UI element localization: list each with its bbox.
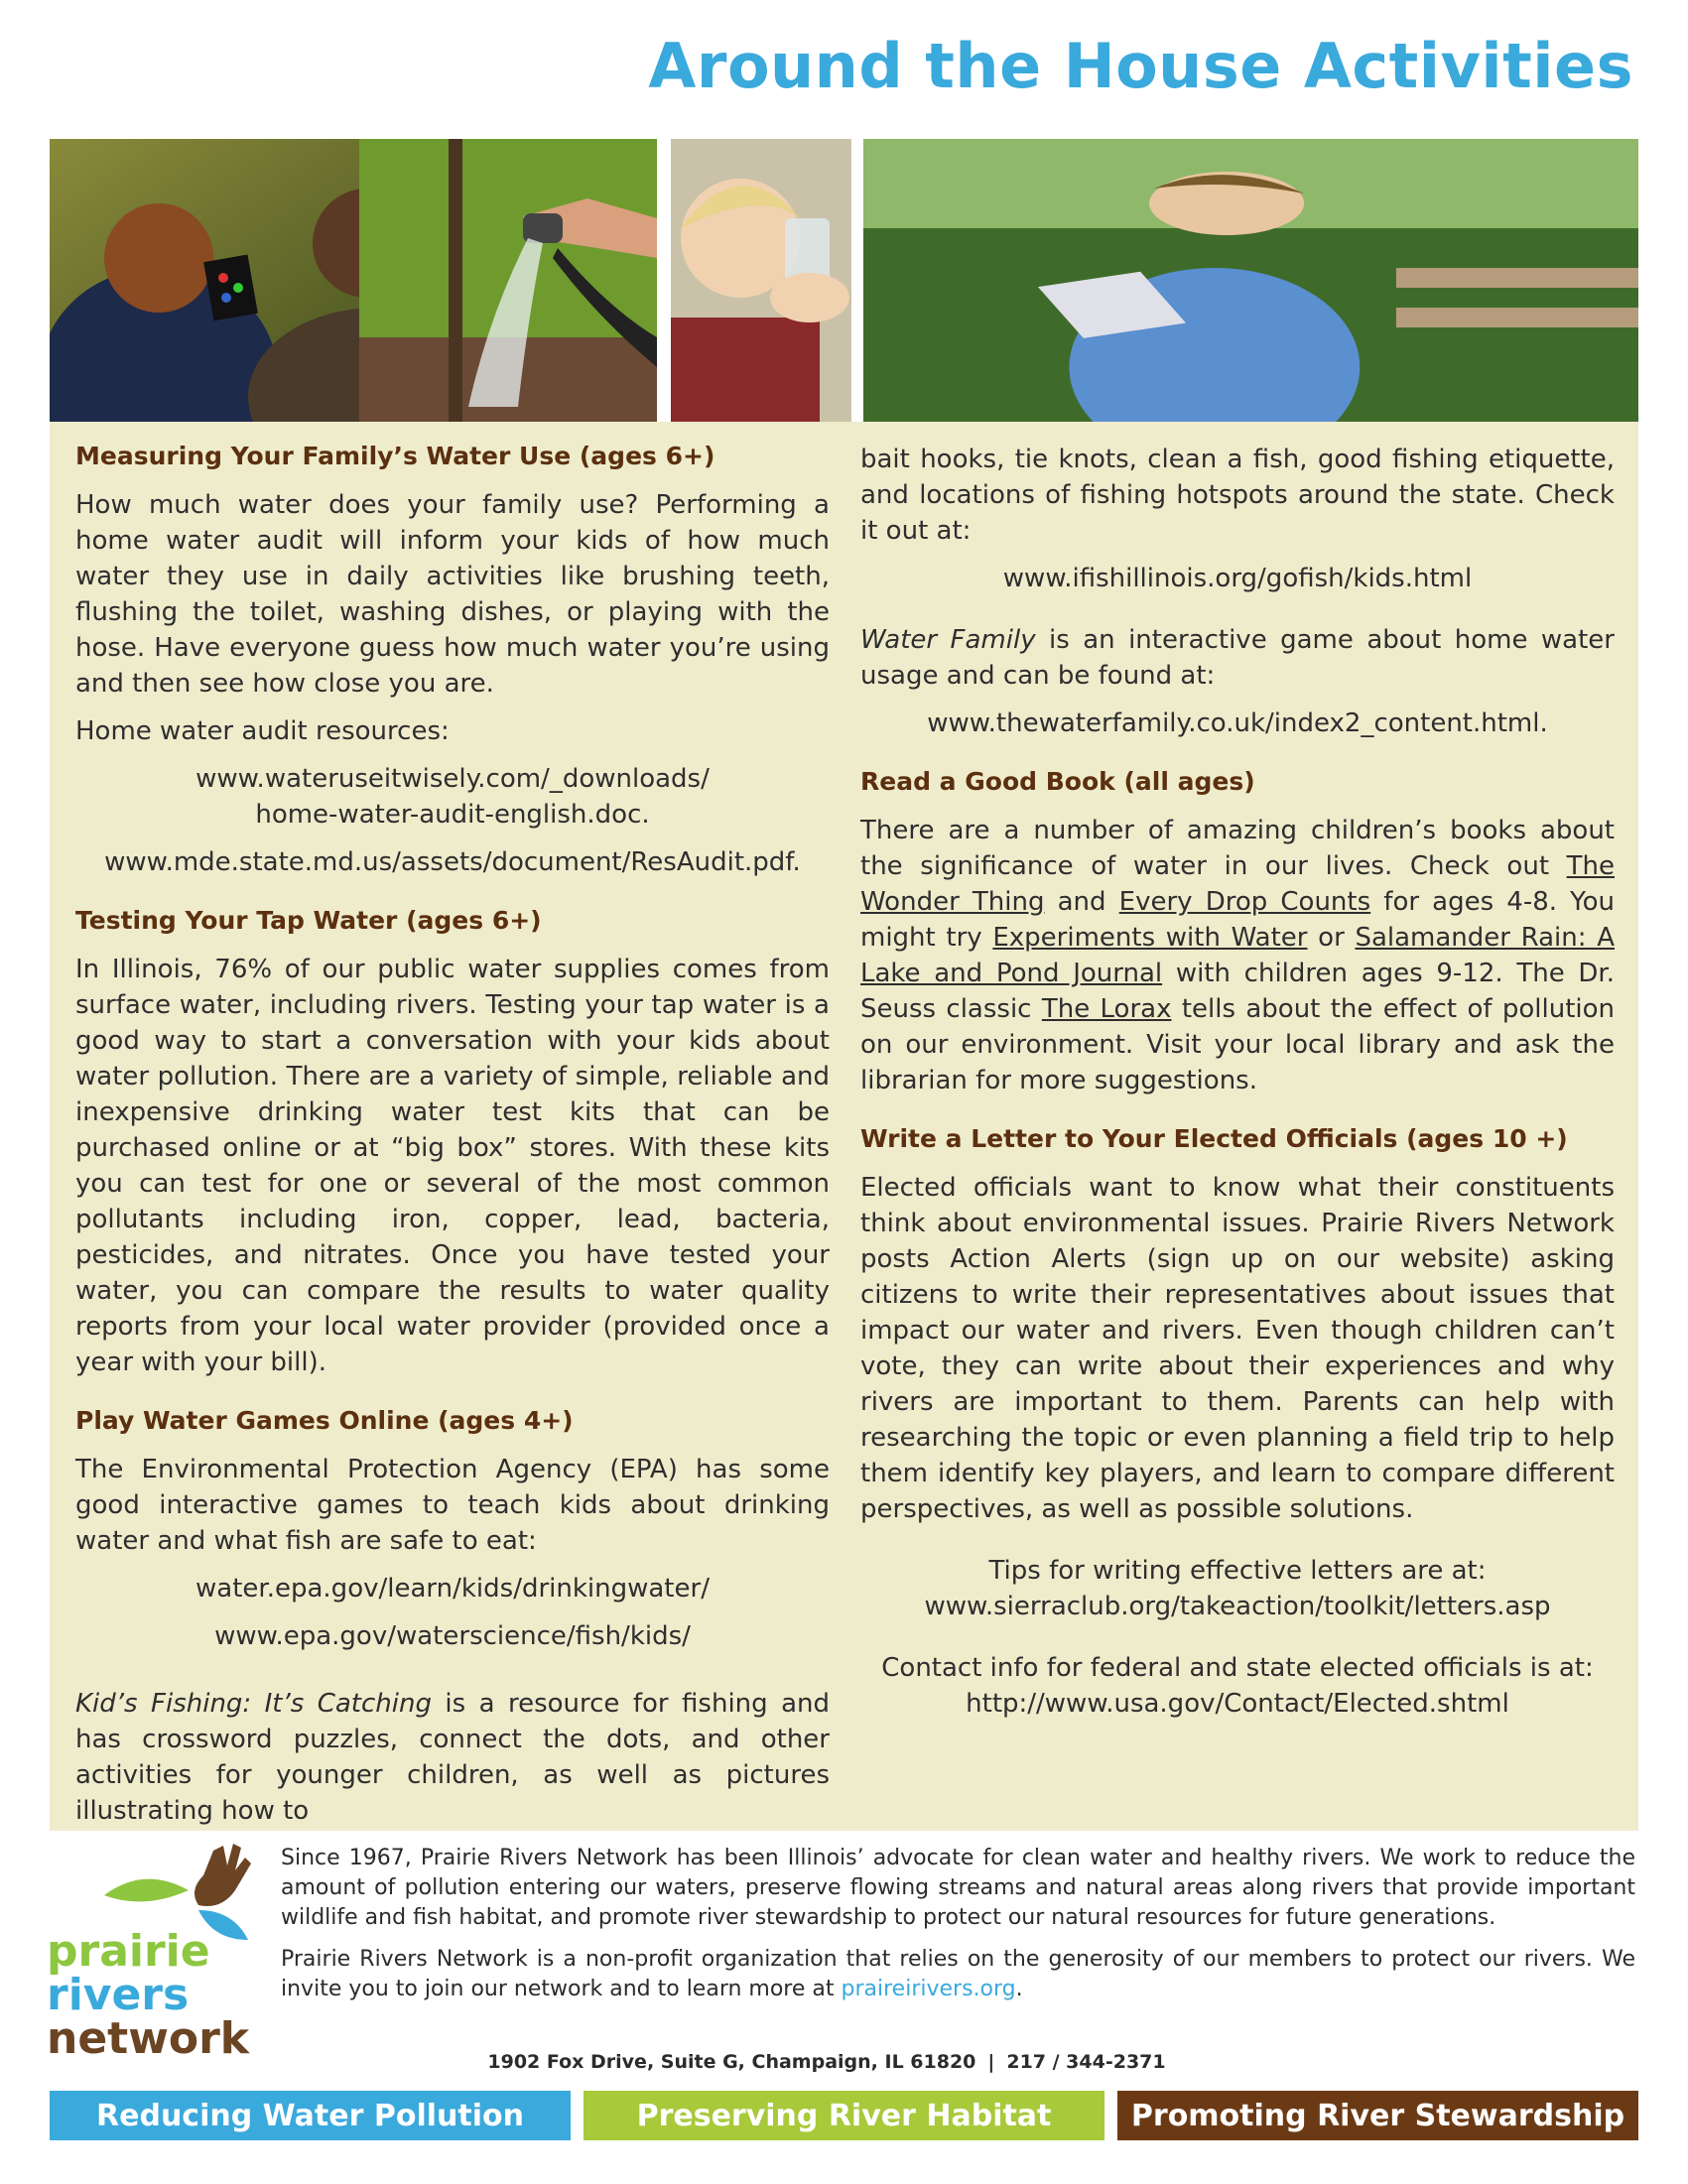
contact-label: Contact info for federal and state elected officials is at: [881, 1653, 1594, 1683]
section-heading-tap-water: Testing Your Tap Water (ages 6+) [75, 906, 542, 935]
left-column [75, 442, 830, 1841]
water-family-body: is an interactive game about home water usage and can be found at: [860, 625, 1615, 691]
good-book-body: There are a number of amazing children’s books about the significance of water in our lives. Check out The Wonder Thing and Every Drop Counts for ages 4-8. You might try Experiments with Water or Salamander Rain: A Lake and Pond Journal with children ages 9-12. The Dr. Seuss classic The Lorax tells about the effect of pollution on our environment. Visit your local library and ask the librarian for more suggestions. [860, 816, 1615, 1095]
audit-link-1a[interactable]: www.wateruseitwisely.com/_downloads/ [195, 764, 710, 794]
section-heading-elected-officials: Write a Letter to Your Elected Officials (ages 10 +) [860, 1124, 1568, 1153]
water-games-body: The Environmental Protection Agency (EPA) has some good interactive games to teach kids about drinking water and what fish are safe to eat: [75, 1455, 830, 1556]
section-heading-water-use: Measuring Your Family’s Water Use (ages 6+) [75, 442, 715, 470]
about-paragraph-2: Prairie Rivers Network is a non-profit organization that relies on the generosity of our members to protect our rivers. We invite you to join our network and to learn more at praireirivers.org. [281, 1947, 1635, 2001]
page-title: Around the House Activities [648, 30, 1633, 102]
water-use-body: How much water does your family use? Performing a home water audit will inform your kids of how much water they use in daily activities like brushing teeth, flushing the toilet, washing dishes, or playing with the hose. Have everyone guess how much water you’re using and then see how close you are. [75, 490, 830, 699]
audit-link-2[interactable]: www.mde.state.md.us/assets/document/ResAudit.pdf. [104, 847, 801, 877]
street-address: 1902 Fox Drive, Suite G, Champaign, IL 61820 [487, 2051, 976, 2073]
prairie-rivers-logo [45, 1831, 273, 2074]
footer [0, 1831, 1688, 2184]
right-column [860, 442, 1615, 1734]
fishing-continued-body: bait hooks, tie knots, clean a fish, good fishing etiquette, and locations of fishing hotspots around the state. Check it out at: [860, 445, 1615, 546]
book-every-drop-counts: Every Drop Counts [1118, 887, 1371, 917]
content-panel [50, 422, 1638, 1831]
audit-link-1b[interactable]: home-water-audit-english.doc. [255, 800, 650, 830]
book-experiments-with-water: Experiments with Water [992, 923, 1308, 953]
kids-fishing-title: Kid’s Fishing: It’s Catching [75, 1689, 432, 1719]
epa-link-1[interactable]: water.epa.gov/learn/kids/drinkingwater/ [195, 1574, 710, 1604]
kids-fishing-paragraph [75, 1686, 830, 1829]
tap-water-body: In Illinois, 76% of our public water supplies comes from surface water, including rivers. Testing your tap water is a good way to start a conversation with your kids about water pollution. There are a variety of simple, reliable and inexpensive drinking water test kits that can be purchased online or at “big box” stores. With these kits you can test for one or several of the most common pollutants including iron, copper, lead, bacteria, pesticides, and nitrates. Once you have tested your water, you can compare the results to water quality reports from your local water provider (provided once a year with your bill). [75, 955, 830, 1377]
water-family-link[interactable]: www.thewaterfamily.co.uk/index2_content.html. [927, 708, 1548, 738]
sierra-club-link[interactable]: www.sierraclub.org/takeaction/toolkit/letters.asp [924, 1592, 1551, 1621]
banner-reducing-pollution: Reducing Water Pollution [50, 2091, 571, 2140]
phone-number: 217 / 344-2371 [1006, 2051, 1166, 2073]
about-text [281, 1844, 1635, 2016]
book-the-lorax: The Lorax [1041, 994, 1172, 1024]
audit-resources-label: Home water audit resources: [75, 716, 450, 746]
contact-address [281, 2051, 1372, 2073]
section-heading-good-book: Read a Good Book (all ages) [860, 767, 1255, 796]
banner-promoting-stewardship: Promoting River Stewardship [1117, 2091, 1638, 2140]
website-link[interactable]: praireirivers.org [841, 1977, 1016, 2001]
epa-link-2[interactable]: www.epa.gov/waterscience/fish/kids/ [214, 1621, 691, 1651]
book-wonder-thing: The Wonder Thing [860, 851, 1615, 917]
water-family-title: Water Family [860, 625, 1036, 655]
photo-boy-reading [863, 139, 1638, 422]
banner-preserving-habitat: Preserving River Habitat [584, 2091, 1104, 2140]
tips-label: Tips for writing effective letters are at: [988, 1556, 1487, 1586]
book-salamander-rain: Salamander Rain: A Lake and Pond Journal [860, 923, 1615, 988]
address-separator: | [987, 2051, 995, 2073]
about-paragraph-1: Since 1967, Prairie Rivers Network has been Illinois’ advocate for clean water and healthy rivers. We work to reduce the amount of pollution entering our waters, preserve flowing streams and natural areas along rivers that provide important wildlife and fish habitat, and promote river stewardship to protect our natural resources for future generations. [281, 1846, 1635, 1930]
elected-officials-body: Elected officials want to know what their constituents think about environmental issues. Prairie Rivers Network posts Action Alerts (sign up on our website) asking citizens to write their representatives about issues that impact our water and rivers. Even though children can’t vote, they can write about their experiences and why rivers are important to them. Parents can help with researching the topic or even planning a field trip to help them identify key players, and learn to compare different perspectives, as well as possible solutions. [860, 1173, 1615, 1524]
ifish-link[interactable]: www.ifishillinois.org/gofish/kids.html [1002, 564, 1473, 593]
photo-child-drinking [671, 139, 851, 422]
water-family-paragraph [860, 622, 1615, 694]
photo-garden-hose [359, 139, 657, 422]
section-heading-water-games: Play Water Games Online (ages 4+) [75, 1406, 574, 1435]
photo-strip [50, 139, 1638, 422]
kids-fishing-body: is a resource for fishing and has crossword puzzles, connect the dots, and other activities for younger children, as well as pictures illustrating how to [75, 1689, 830, 1826]
logo-wordmark: prairie rivers network [47, 1926, 250, 2064]
usa-gov-link[interactable]: http://www.usa.gov/Contact/Elected.shtml [966, 1689, 1509, 1719]
